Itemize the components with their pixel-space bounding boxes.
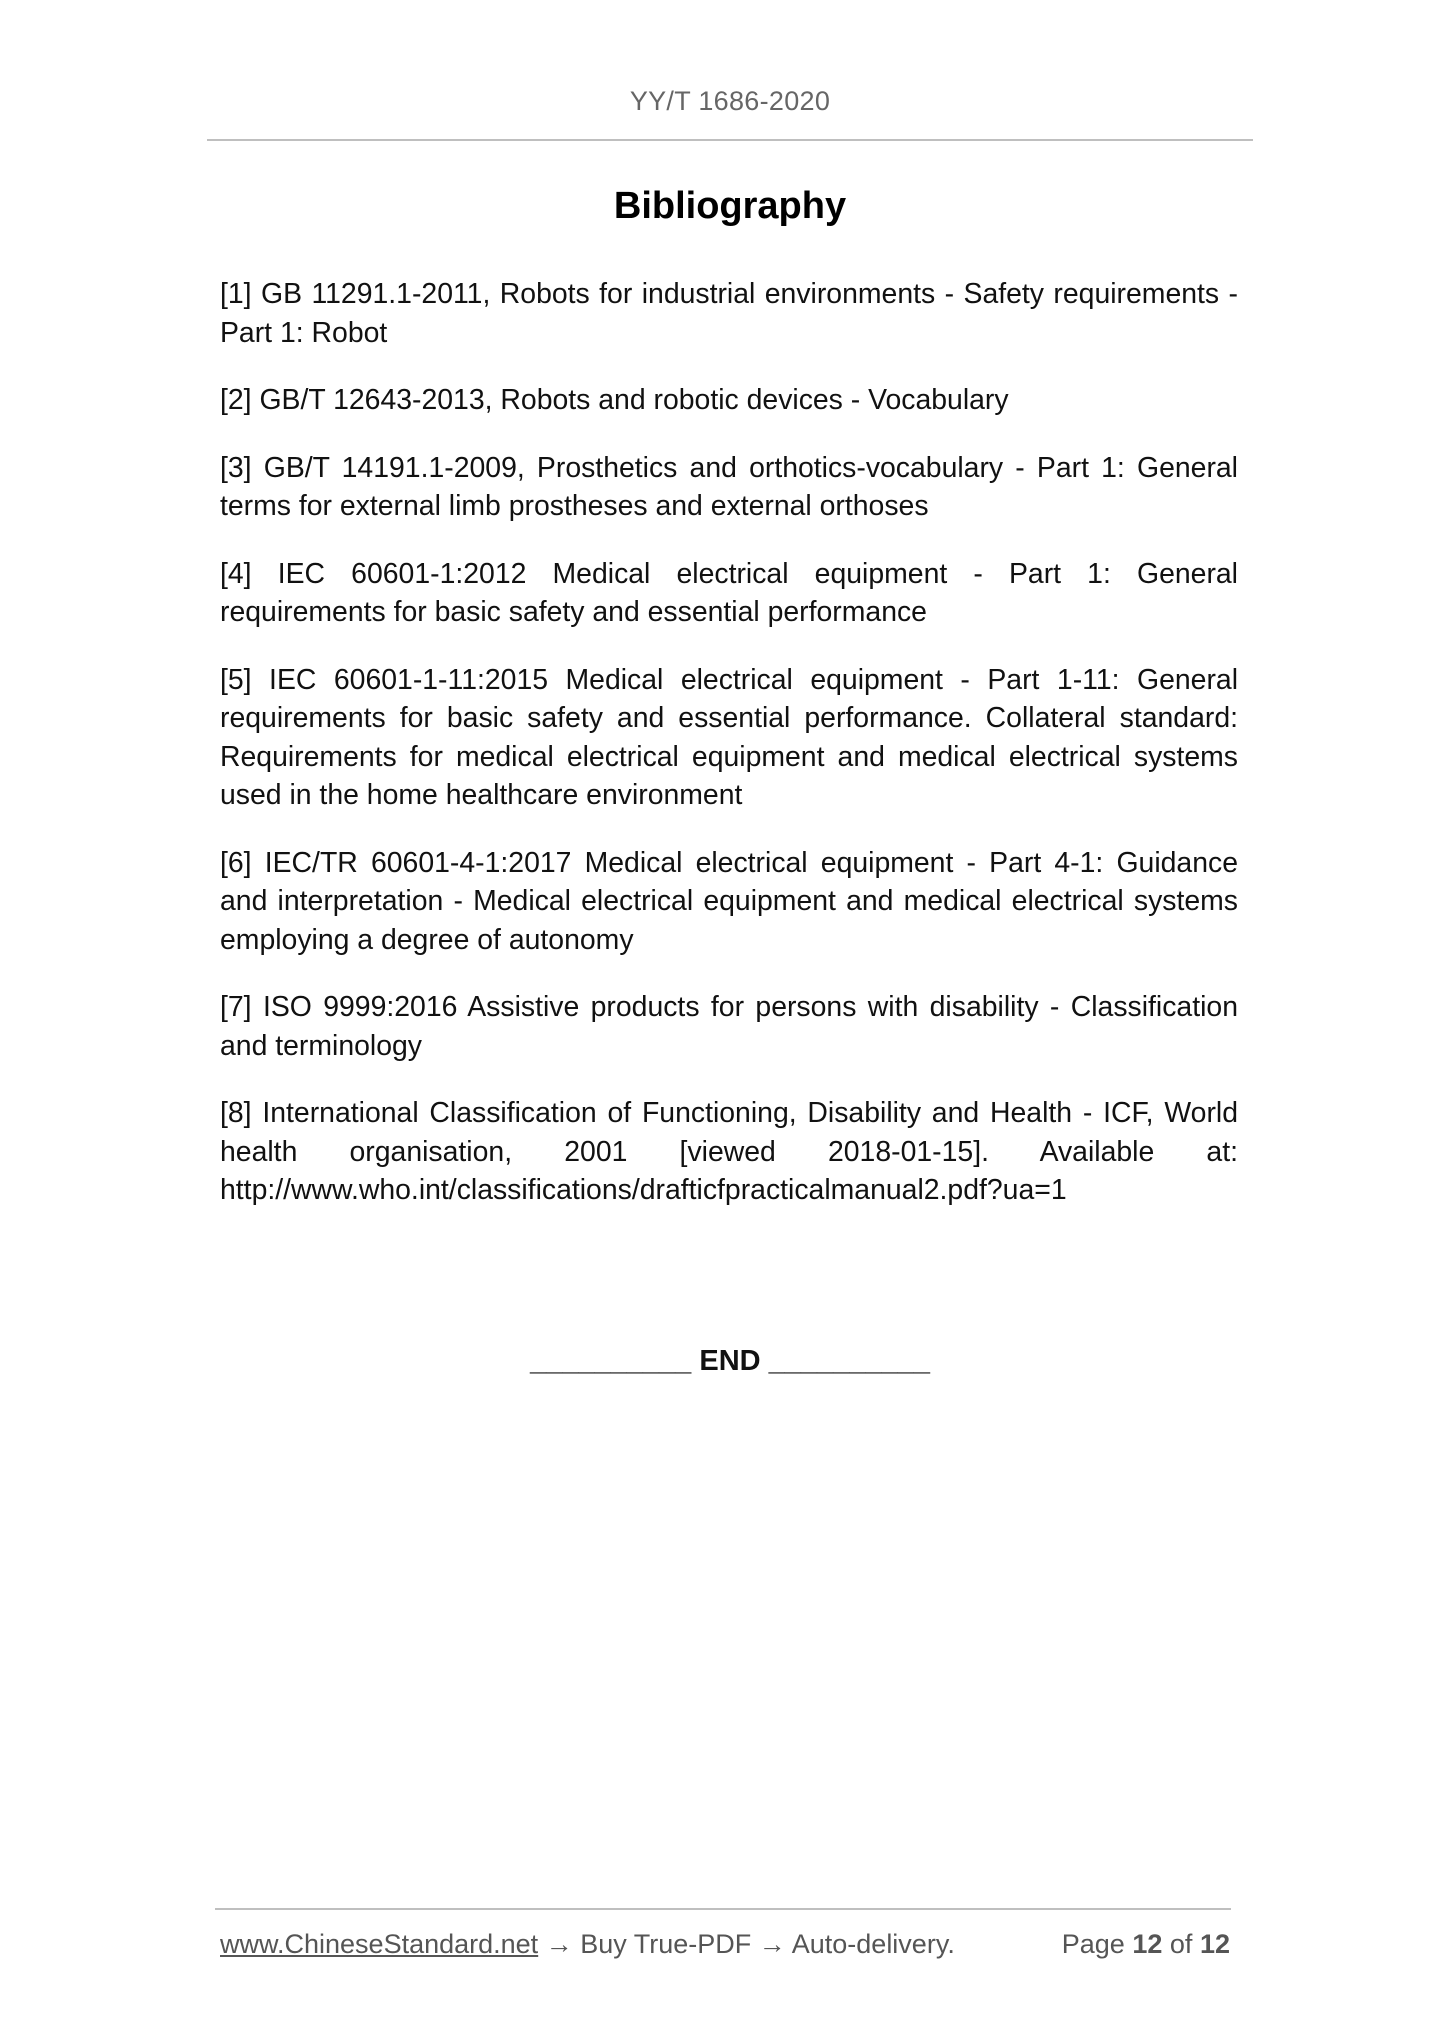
- website-link[interactable]: www.ChineseStandard.net: [220, 1929, 539, 1959]
- bibliography-list: [220, 275, 1238, 1239]
- reference-item: [4] IEC 60601-1:2012 Medical electrical equipment - Part 1: General requirements for basic safety and essential performance: [220, 557, 1238, 628]
- page-of-label: of: [1169, 1929, 1193, 1959]
- page-title: Bibliography: [613, 185, 847, 227]
- reference-item: [5] IEC 60601-1-11:2015 Medical electrical equipment - Part 1-11: General requirements for basic safety and essential performance. Collateral standard: Requirements for medical electrical equipment and medical electrical systems used in the home healthcare environment: [220, 663, 1238, 811]
- header-divider: [207, 139, 1253, 141]
- reference-item: [7] ISO 9999:2016 Assistive products for persons with disability - Classification and terminology: [220, 991, 1238, 1062]
- end-marker: __________ END __________: [530, 1345, 930, 1377]
- footer-tagline: → Buy True-PDF → Auto-delivery.: [538, 1929, 955, 1959]
- reference-item: [1] GB 11291.1-2011, Robots for industrial environments - Safety requirements - Part 1: Robot: [220, 278, 1238, 349]
- current-page-number: 12: [1132, 1929, 1163, 1959]
- footer-divider: [215, 1908, 1231, 1910]
- footer-promo: [220, 1929, 955, 1960]
- reference-item: [8] International Classification of Functioning, Disability and Health - ICF, World health organisation, 2001 [viewed 2018-01-15]. Available at: http://www.who.int/classifications/drafticfpracticalmanual2.pdf?ua=1: [220, 1097, 1238, 1206]
- page-label: Page: [1061, 1929, 1125, 1959]
- document-code-header: YY/T 1686-2020: [629, 86, 831, 116]
- reference-item: [2] GB/T 12643-2013, Robots and robotic devices - Vocabulary: [220, 384, 1009, 416]
- total-page-number: 12: [1199, 1929, 1230, 1959]
- reference-item: [3] GB/T 14191.1-2009, Prosthetics and orthotics-vocabulary - Part 1: General terms for external limb prostheses and external orthoses: [220, 451, 1238, 522]
- reference-item: [6] IEC/TR 60601-4-1:2017 Medical electrical equipment - Part 4-1: Guidance and interpretation - Medical electrical equipment and medical electrical systems employing a degree of autonomy: [220, 846, 1238, 956]
- page-indicator: [1062, 1929, 1230, 1960]
